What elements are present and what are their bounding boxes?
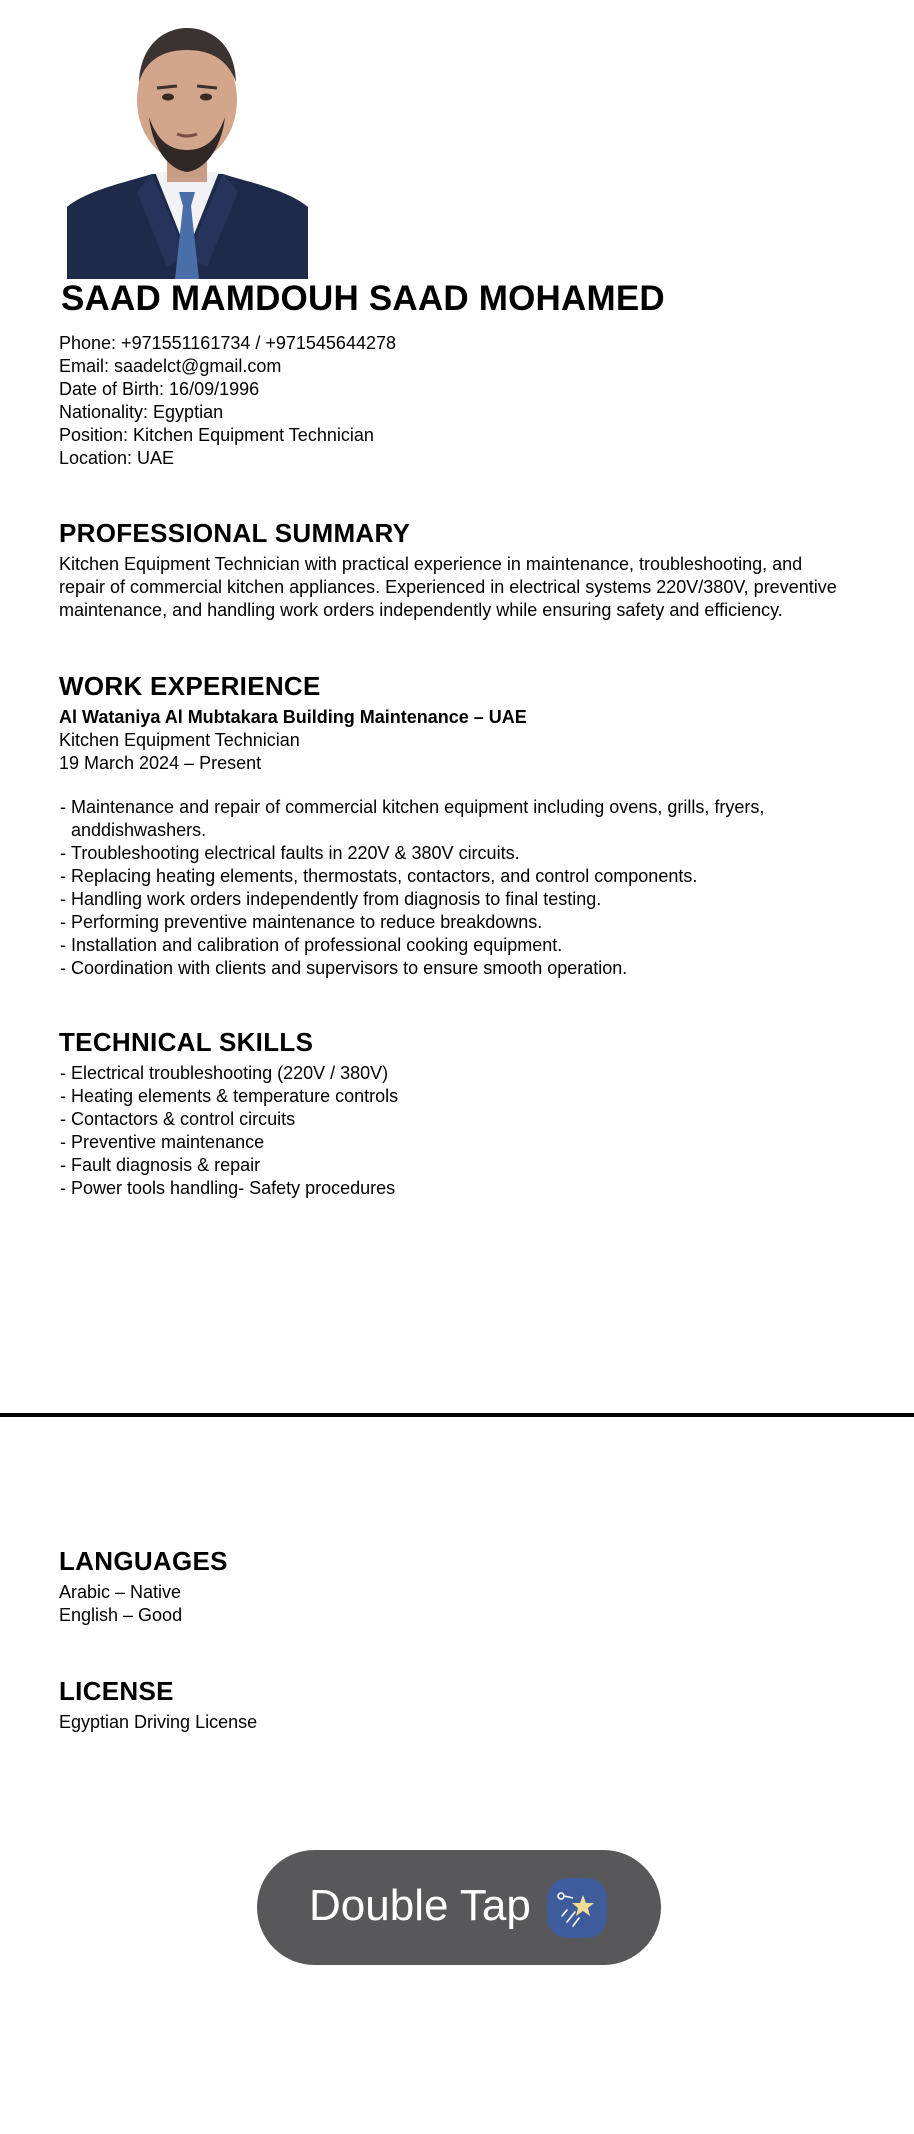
list-item: - Fault diagnosis & repair xyxy=(59,1154,398,1177)
page-divider xyxy=(0,1413,914,1417)
dob-line: Date of Birth: 16/09/1996 xyxy=(59,379,260,399)
location-line: Location: UAE xyxy=(59,448,175,468)
list-item: English – Good xyxy=(59,1605,183,1625)
list-item: - Maintenance and repair of commercial kitchen equipment including ovens, grills, fryers, xyxy=(59,796,764,819)
position-line: Position: Kitchen Equipment Technician xyxy=(59,425,374,445)
phone-line: Phone: +971551161734 / +971545644278 xyxy=(59,333,396,353)
job-dates: 19 March 2024 – Present xyxy=(59,753,262,773)
list-item: - Preventive maintenance xyxy=(59,1131,398,1154)
contact-details xyxy=(59,332,396,470)
list-item: - Replacing heating elements, thermostats, contactors, and control components. xyxy=(59,865,764,888)
section-heading: TECHNICAL SKILLS xyxy=(59,1027,314,1057)
list-item-continuation xyxy=(59,819,764,842)
profile-photo xyxy=(67,22,308,279)
list-item: Arabic – Native xyxy=(59,1582,182,1602)
work-experience-section xyxy=(59,671,764,980)
list-item-text: anddishwashers. xyxy=(71,820,207,840)
summary-paragraph xyxy=(59,553,837,622)
languages-list xyxy=(59,1581,228,1627)
skills-list xyxy=(59,1062,398,1200)
list-item: - Performing preventive maintenance to reduce breakdowns. xyxy=(59,911,764,934)
experience-bullets xyxy=(59,796,764,980)
list-item: - Coordination with clients and supervisors to ensure smooth operation. xyxy=(59,957,764,980)
double-tap-button[interactable] xyxy=(257,1850,661,1965)
summary-line: Kitchen Equipment Technician with practical experience in maintenance, troubleshooting, and xyxy=(59,554,803,574)
double-tap-label: Double Tap xyxy=(309,1881,531,1930)
license-value: Egyptian Driving License xyxy=(59,1712,258,1732)
list-item: - Handling work orders independently from diagnosis to final testing. xyxy=(59,888,764,911)
summary-line: maintenance, and handling work orders independently while ensuring safety and efficiency. xyxy=(59,600,783,620)
job-title: Kitchen Equipment Technician xyxy=(59,730,300,750)
section-heading: LANGUAGES xyxy=(59,1546,228,1576)
list-item: - Electrical troubleshooting (220V / 380V) xyxy=(59,1062,398,1085)
summary-line: repair of commercial kitchen appliances. Experienced in electrical systems 220V/380V, preventive xyxy=(59,577,837,597)
list-item: - Contactors & control circuits xyxy=(59,1108,398,1131)
section-heading: WORK EXPERIENCE xyxy=(59,671,321,701)
section-heading: LICENSE xyxy=(59,1676,174,1706)
nationality-line: Nationality: Egyptian xyxy=(59,402,224,422)
email-line: Email: saadelct@gmail.com xyxy=(59,356,282,376)
license-section xyxy=(59,1676,257,1734)
list-item: - Troubleshooting electrical faults in 220V & 380V circuits. xyxy=(59,842,764,865)
company-name: Al Wataniya Al Mubtakara Building Maintenance – UAE xyxy=(59,707,527,727)
professional-summary-section xyxy=(59,518,837,622)
languages-section xyxy=(59,1546,228,1627)
list-item: - Heating elements & temperature controls xyxy=(59,1085,398,1108)
list-item: - Power tools handling- Safety procedures xyxy=(59,1177,398,1200)
technical-skills-section xyxy=(59,1027,398,1200)
candidate-name: SAAD MAMDOUH SAAD MOHAMED xyxy=(61,279,665,318)
list-item: - Installation and calibration of professional cooking equipment. xyxy=(59,934,764,957)
sparkle-star-icon xyxy=(547,1878,607,1938)
section-heading: PROFESSIONAL SUMMARY xyxy=(59,518,411,548)
